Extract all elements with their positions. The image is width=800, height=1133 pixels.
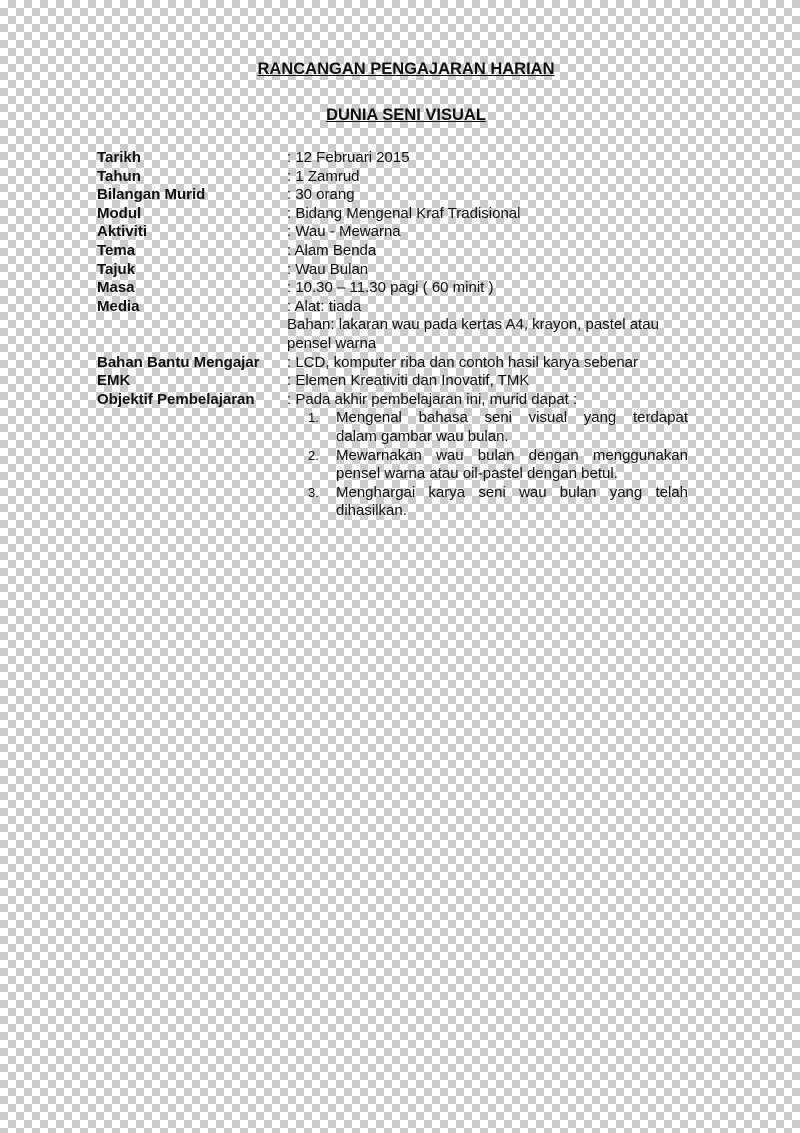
- field-value-tahun: : 1 Zamrud: [287, 167, 360, 185]
- objective-line: pensel warna atau oil-pastel dengan betul.: [336, 465, 618, 483]
- field-value-aktiviti: : Wau - Mewarna: [287, 223, 401, 241]
- field-value-bahan-bantu-mengajar: : LCD, komputer riba dan contoh hasil karya sebenar: [287, 353, 639, 371]
- objective-line: Menghargai karya seni wau bulan yang telah: [336, 483, 688, 501]
- objective-number: 1.: [308, 410, 319, 426]
- field-label-tajuk: Tajuk: [97, 260, 136, 278]
- media-bahan-line-2: pensel warna: [287, 335, 377, 352]
- field-label-aktiviti: Aktiviti: [97, 223, 148, 241]
- field-label-objektif-pembelajaran: Objektif Pembelajaran: [97, 390, 255, 408]
- field-value-media: : Alat: tiada: [287, 297, 362, 315]
- objective-line: dihasilkan.: [336, 502, 407, 520]
- field-label-bilangan-murid: Bilangan Murid: [97, 186, 206, 204]
- field-label-tema: Tema: [97, 242, 136, 259]
- objective-line: dalam gambar wau bulan.: [336, 427, 509, 445]
- field-value-tema: : Alam Benda: [287, 242, 377, 259]
- field-label-tahun: Tahun: [97, 167, 141, 185]
- objective-text: [336, 484, 688, 521]
- field-value-tarikh: : 12 Februari 2015: [287, 149, 410, 166]
- field-label-media: Media: [97, 297, 140, 315]
- field-value-masa: : 10.30 – 11.30 pagi ( 60 minit ): [287, 279, 494, 297]
- objective-text: [336, 447, 688, 484]
- field-label-emk: EMK: [97, 372, 131, 390]
- field-label-modul: Modul: [97, 204, 142, 222]
- objective-number: 2.: [308, 447, 319, 463]
- objective-line: Mengenal bahasa seni visual yang terdapat: [336, 409, 688, 427]
- objective-line: Mewarnakan wau bulan dengan menggunakan: [336, 446, 688, 464]
- field-value-emk: : Elemen Kreativiti dan Inovatif, TMK: [287, 372, 530, 390]
- field-value-modul: : Bidang Mengenal Kraf Tradisional: [287, 204, 521, 222]
- objective-number: 3.: [308, 484, 319, 500]
- document-title: RANCANGAN PENGAJARAN HARIAN: [257, 60, 555, 78]
- field-value-bilangan-murid: : 30 orang: [287, 186, 355, 204]
- document-subtitle: DUNIA SENI VISUAL: [326, 106, 486, 124]
- field-label-bahan-bantu-mengajar: Bahan Bantu Mengajar: [97, 353, 260, 371]
- field-label-masa: Masa: [97, 279, 135, 297]
- objective-text: [336, 409, 688, 446]
- field-value-tajuk: : Wau Bulan: [287, 260, 369, 278]
- field-label-tarikh: Tarikh: [97, 149, 141, 166]
- media-bahan-line-1: Bahan: lakaran wau pada kertas A4, krayon, pastel atau: [287, 316, 659, 334]
- field-value-objektif-pembelajaran: : Pada akhir pembelajaran ini, murid dapat :: [287, 390, 578, 408]
